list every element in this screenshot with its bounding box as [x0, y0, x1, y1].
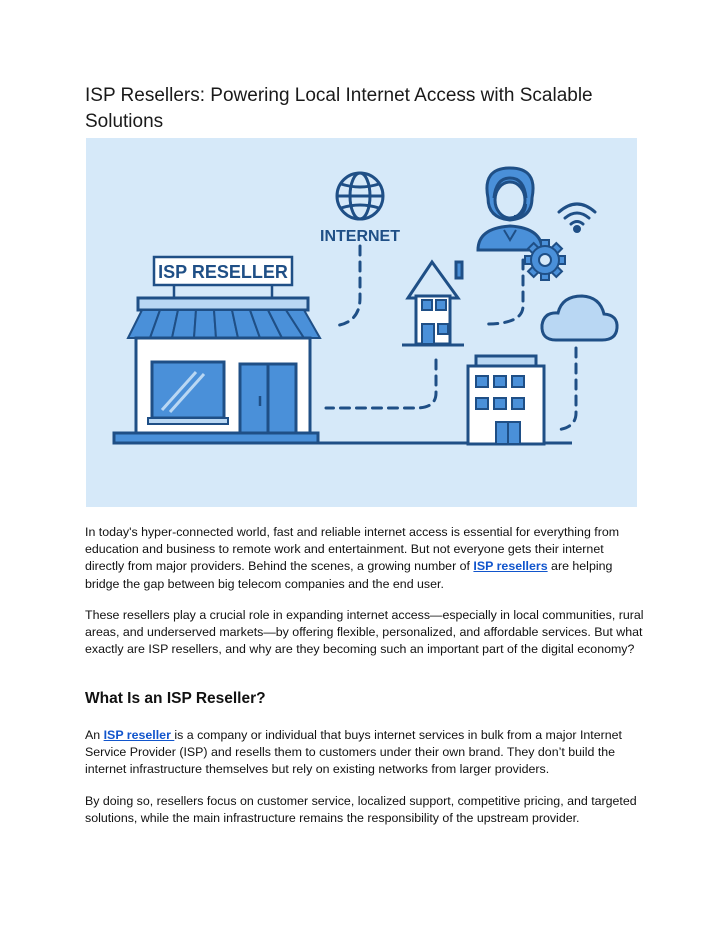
office-building-icon: [468, 356, 544, 444]
body-paragraph: By doing so, resellers focus on customer service, localized support, competitive pricing, and targeted solutions, while the main infrastructure remains the responsibility of the upstream provider.: [85, 794, 637, 826]
isp-reseller-link[interactable]: ISP reseller: [103, 728, 175, 742]
internet-label: INTERNET: [320, 228, 400, 245]
intro-text-after: are helping bridge the gap between big telecom companies and the end user.: [85, 559, 613, 591]
intro-paragraph: [85, 524, 645, 593]
gear-icon: [525, 240, 565, 280]
body-paragraph: These resellers play a crucial role in expanding internet access—especially in local communities, rural areas, and underserved markets—by offering flexible, personalized, and affordable services. But what exactly are ISP resellers, and why are they becoming such an important part of the digital economy?: [85, 608, 644, 657]
intro-text-before: In today's hyper-connected world, fast and reliable internet access is essential for everything from education and business to remote work and entertainment. But not everyone gets their internet directly from major providers. Behind the scenes, a growing number of: [85, 525, 620, 574]
page-title: ISP Resellers: Powering Local Internet Access with Scalable Solutions: [85, 85, 593, 132]
hero-illustration: [86, 138, 637, 507]
reseller-sign-label: ISP RESELLER: [158, 262, 288, 282]
definition-text-after: is a company or individual that buys internet services in bulk from a major Internet Service Provider (ISP) and resells them to customers under their own brand. They don’t build the internet infrastructure themselves but rely on existing networks from larger providers.: [85, 728, 622, 777]
definition-paragraph: [85, 727, 645, 779]
section-heading: What Is an ISP Reseller?: [85, 690, 266, 707]
definition-text-before: An: [85, 728, 104, 742]
isp-resellers-link[interactable]: ISP resellers: [473, 559, 548, 574]
